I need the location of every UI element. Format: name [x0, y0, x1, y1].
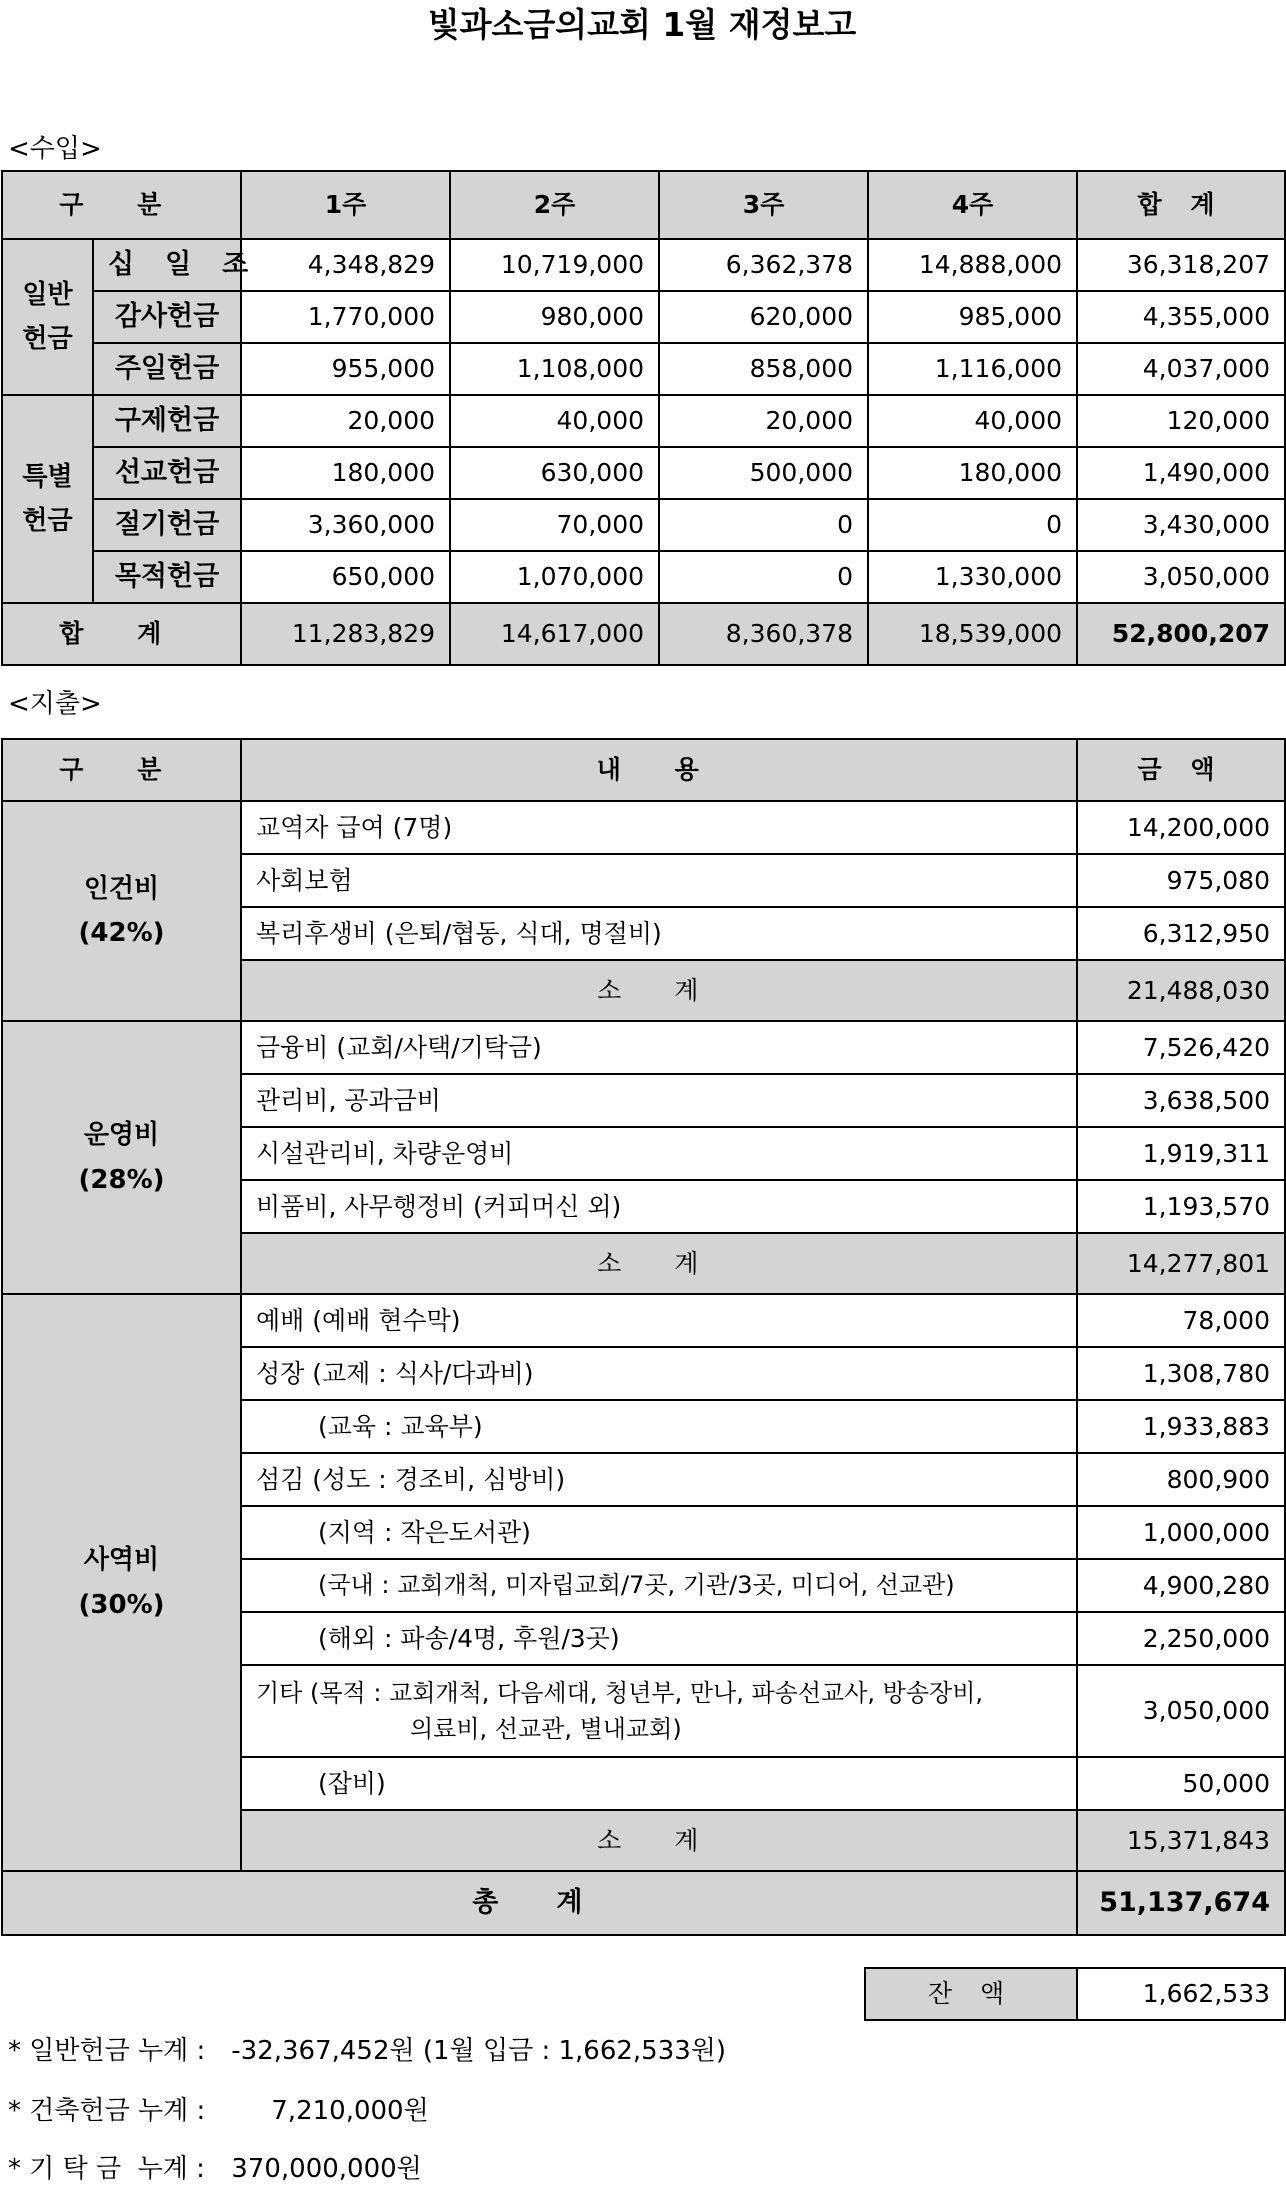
item-amount: 975,080 [1077, 854, 1285, 907]
income-table [1, 170, 1286, 666]
expense-section-label: <지출> [8, 689, 102, 719]
expense-group-ministry [2, 1294, 241, 1871]
note-key: * 일반헌금 누계 : [8, 2036, 206, 2066]
cell-value: 4,348,829 [241, 239, 450, 291]
item-amount: 1,308,780 [1077, 1347, 1285, 1400]
income-grand-total: 52,800,207 [1077, 603, 1285, 665]
income-section-label: <수입> [8, 134, 102, 164]
row-label: 십 일 조 [93, 239, 241, 291]
cell-value: 10,719,000 [450, 239, 659, 291]
cell-value: 4,355,000 [1077, 291, 1285, 343]
subtotal-label: 소 계 [241, 1233, 1077, 1294]
group-name: 운영비 [83, 1120, 160, 1151]
table-row [2, 343, 1285, 395]
table-row [2, 291, 1285, 343]
cell-value: 20,000 [659, 395, 868, 447]
group-name-line1: 특별 [22, 461, 73, 492]
group-percent: (28%) [78, 1164, 165, 1195]
cell-value: 18,539,000 [868, 603, 1077, 665]
balance-table [864, 1967, 1286, 2021]
subtotal-amount: 15,371,843 [1077, 1810, 1285, 1871]
cell-value: 500,000 [659, 447, 868, 499]
balance-row [865, 1968, 1285, 2020]
group-percent: (30%) [78, 1589, 165, 1620]
cell-value: 70,000 [450, 499, 659, 551]
cell-value: 14,617,000 [450, 603, 659, 665]
item-desc: 교역자 급여 (7명) [241, 801, 1077, 854]
row-label: 주일헌금 [93, 343, 241, 395]
income-group-general [2, 239, 93, 395]
group-name-line2: 헌금 [22, 506, 73, 536]
expense-group-personnel [2, 801, 241, 1021]
cell-value: 11,283,829 [241, 603, 450, 665]
cell-value: 40,000 [450, 395, 659, 447]
page-title: 빛과소금의교회 1월 재정보고 [427, 5, 857, 44]
cell-value: 858,000 [659, 343, 868, 395]
note-general-cumulative [8, 2030, 726, 2067]
note-value: 370,000,000원 [231, 2154, 422, 2184]
expense-table [1, 738, 1286, 1936]
item-amount: 50,000 [1077, 1757, 1285, 1810]
item-desc: (국내 : 교회개척, 미자립교회/7곳, 기관/3곳, 미디어, 선교관) [241, 1559, 1077, 1612]
expense-header-amount: 금 액 [1077, 739, 1285, 801]
item-amount: 14,200,000 [1077, 801, 1285, 854]
group-name-line1: 일반 [22, 279, 73, 310]
group-name: 인건비 [83, 873, 160, 904]
item-desc: 시설관리비, 차량운영비 [241, 1127, 1077, 1180]
cell-value: 1,770,000 [241, 291, 450, 343]
expense-header-row [2, 739, 1285, 801]
item-amount: 7,526,420 [1077, 1021, 1285, 1074]
row-label: 감사헌금 [93, 291, 241, 343]
cell-value: 0 [659, 551, 868, 603]
item-desc: 예배 (예배 현수막) [241, 1294, 1077, 1347]
item-desc: (지역 : 작은도서관) [241, 1506, 1077, 1559]
note-key: * 기 탁 금 누계 : [8, 2154, 205, 2184]
subtotal-label: 소 계 [241, 1810, 1077, 1871]
cell-value: 1,490,000 [1077, 447, 1285, 499]
grand-total-row [2, 1871, 1285, 1935]
cell-value: 955,000 [241, 343, 450, 395]
item-desc: (잡비) [241, 1757, 1077, 1810]
balance-amount: 1,662,533 [1077, 1968, 1285, 2020]
note-value: -32,367,452원 (1월 입금 : 1,662,533원) [231, 2036, 727, 2066]
expense-header-content: 내 용 [241, 739, 1077, 801]
note-value: 7,210,000원 [271, 2096, 429, 2126]
row-label: 선교헌금 [93, 447, 241, 499]
income-header-row [2, 171, 1285, 239]
cell-value: 0 [659, 499, 868, 551]
note-key: * 건축헌금 누계 : [8, 2096, 206, 2126]
income-header-week1: 1주 [241, 171, 450, 239]
item-amount: 4,900,280 [1077, 1559, 1285, 1612]
cell-value: 0 [868, 499, 1077, 551]
income-header-week2: 2주 [450, 171, 659, 239]
cell-value: 180,000 [241, 447, 450, 499]
cell-value: 1,330,000 [868, 551, 1077, 603]
cell-value: 6,362,378 [659, 239, 868, 291]
item-amount: 800,900 [1077, 1453, 1285, 1506]
income-header-total: 합 계 [1077, 171, 1285, 239]
income-total-label: 합 계 [2, 603, 241, 665]
table-row [2, 447, 1285, 499]
notes [8, 2030, 1278, 2190]
item-amount: 3,638,500 [1077, 1074, 1285, 1127]
group-name-line2: 헌금 [22, 324, 73, 354]
cell-value: 985,000 [868, 291, 1077, 343]
item-amount: 6,312,950 [1077, 907, 1285, 960]
item-amount: 1,000,000 [1077, 1506, 1285, 1559]
item-desc: 복리후생비 (은퇴/협동, 식대, 명절비) [241, 907, 1077, 960]
item-amount: 3,050,000 [1077, 1665, 1285, 1757]
cell-value: 1,108,000 [450, 343, 659, 395]
item-amount: 1,919,311 [1077, 1127, 1285, 1180]
cell-value: 20,000 [241, 395, 450, 447]
cell-value: 180,000 [868, 447, 1077, 499]
cell-value: 14,888,000 [868, 239, 1077, 291]
note-building-cumulative [8, 2090, 429, 2127]
grand-total-label: 총 계 [2, 1871, 1077, 1935]
subtotal-amount: 14,277,801 [1077, 1233, 1285, 1294]
item-desc: 사회보험 [241, 854, 1077, 907]
cell-value: 36,318,207 [1077, 239, 1285, 291]
cell-value: 120,000 [1077, 395, 1285, 447]
cell-value: 1,070,000 [450, 551, 659, 603]
table-row [2, 499, 1285, 551]
row-label: 목적헌금 [93, 551, 241, 603]
subtotal-label: 소 계 [241, 960, 1077, 1021]
row-label: 절기헌금 [93, 499, 241, 551]
item-desc: (해외 : 파송/4명, 후원/3곳) [241, 1612, 1077, 1665]
cell-value: 3,050,000 [1077, 551, 1285, 603]
table-row [2, 395, 1285, 447]
item-desc: 관리비, 공과금비 [241, 1074, 1077, 1127]
row-label: 구제헌금 [93, 395, 241, 447]
item-amount: 1,933,883 [1077, 1400, 1285, 1453]
item-desc-line2: 의료비, 선교관, 별내교회) [410, 1715, 682, 1743]
cell-value: 3,360,000 [241, 499, 450, 551]
cell-value: 40,000 [868, 395, 1077, 447]
expense-header-category: 구 분 [2, 739, 241, 801]
note-deposit-cumulative [8, 2148, 422, 2185]
item-desc-line1: 기타 (목적 : 교회개척, 다음세대, 청년부, 만나, 파송선교사, 방송장비, [256, 1679, 984, 1707]
income-header-week4: 4주 [868, 171, 1077, 239]
item-desc [241, 1665, 1077, 1757]
cell-value: 980,000 [450, 291, 659, 343]
table-row [2, 551, 1285, 603]
cell-value: 620,000 [659, 291, 868, 343]
cell-value: 4,037,000 [1077, 343, 1285, 395]
item-desc: 금융비 (교회/사택/기탁금) [241, 1021, 1077, 1074]
income-header-category: 구 분 [2, 171, 241, 239]
item-desc: 비품비, 사무행정비 (커피머신 외) [241, 1180, 1077, 1233]
cell-value: 630,000 [450, 447, 659, 499]
item-desc: 성장 (교제 : 식사/다과비) [241, 1347, 1077, 1400]
income-header-week3: 3주 [659, 171, 868, 239]
income-group-special [2, 395, 93, 603]
cell-value: 650,000 [241, 551, 450, 603]
table-row [2, 1294, 1285, 1347]
cell-value: 3,430,000 [1077, 499, 1285, 551]
item-amount: 1,193,570 [1077, 1180, 1285, 1233]
group-percent: (42%) [78, 918, 165, 948]
item-desc: 섬김 (성도 : 경조비, 심방비) [241, 1453, 1077, 1506]
table-row [2, 239, 1285, 291]
item-amount: 78,000 [1077, 1294, 1285, 1347]
group-name: 사역비 [83, 1545, 160, 1576]
table-row [2, 1021, 1285, 1074]
balance-label: 잔 액 [865, 1968, 1077, 2020]
income-total-row [2, 603, 1285, 665]
cell-value: 1,116,000 [868, 343, 1077, 395]
table-row [2, 801, 1285, 854]
cell-value: 8,360,378 [659, 603, 868, 665]
item-amount: 2,250,000 [1077, 1612, 1285, 1665]
subtotal-amount: 21,488,030 [1077, 960, 1285, 1021]
expense-group-operations [2, 1021, 241, 1294]
grand-total-amount: 51,137,674 [1077, 1871, 1285, 1935]
item-desc: (교육 : 교육부) [241, 1400, 1077, 1453]
